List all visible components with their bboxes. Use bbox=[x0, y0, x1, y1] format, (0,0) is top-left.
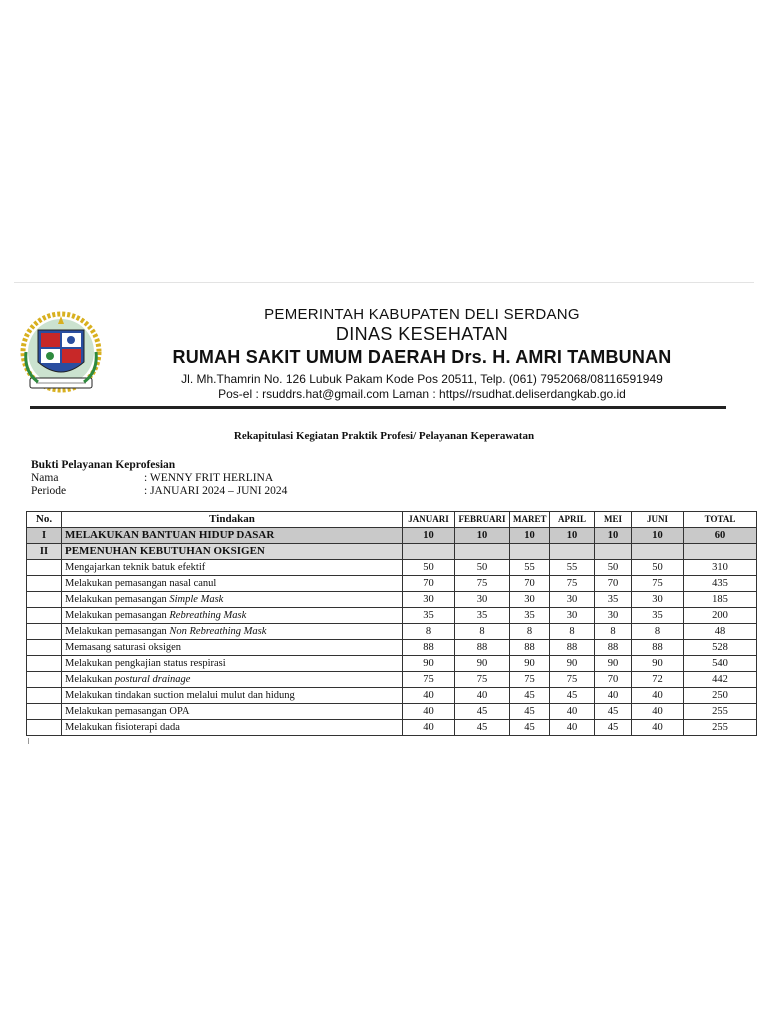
cell-total: 48 bbox=[684, 624, 757, 640]
cell-value: 75 bbox=[455, 672, 510, 688]
cell-value: 88 bbox=[510, 640, 550, 656]
table-row bbox=[27, 704, 757, 720]
cell-value: 88 bbox=[550, 640, 595, 656]
activity-text: Melakukan bbox=[65, 674, 115, 685]
cell-value: 40 bbox=[632, 688, 684, 704]
cell-value: 10 bbox=[455, 528, 510, 544]
table-row bbox=[27, 672, 757, 688]
group-label: PEMENUHAN KEBUTUHAN OKSIGEN bbox=[62, 544, 403, 560]
cell-value: 45 bbox=[510, 688, 550, 704]
name-label: Nama bbox=[31, 472, 59, 484]
government-name: PEMERINTAH KABUPATEN DELI SERDANG bbox=[264, 306, 580, 323]
cell-value: 45 bbox=[595, 704, 632, 720]
cell-value: 90 bbox=[455, 656, 510, 672]
cell-value: 30 bbox=[550, 592, 595, 608]
cell-value: 35 bbox=[510, 608, 550, 624]
row-activity bbox=[62, 688, 403, 704]
cell-value: 10 bbox=[510, 528, 550, 544]
header-april: APRIL bbox=[550, 512, 595, 528]
cell-total: 255 bbox=[684, 720, 757, 736]
cell-value: 90 bbox=[510, 656, 550, 672]
table-row bbox=[27, 688, 757, 704]
cell-value: 75 bbox=[455, 576, 510, 592]
activity-term: Simple Mask bbox=[169, 594, 224, 605]
letterhead bbox=[112, 300, 732, 401]
cell-value: 40 bbox=[550, 720, 595, 736]
group-row-bhd bbox=[27, 528, 757, 544]
table-row bbox=[27, 624, 757, 640]
activity-text: Melakukan pengkajian status respirasi bbox=[65, 658, 226, 669]
cell-value: 8 bbox=[455, 624, 510, 640]
table-row bbox=[27, 656, 757, 672]
cell-value: 30 bbox=[632, 592, 684, 608]
cell-value: 88 bbox=[403, 640, 455, 656]
cell-value: 55 bbox=[550, 560, 595, 576]
cell-value: 45 bbox=[550, 688, 595, 704]
table-row bbox=[27, 576, 757, 592]
cell-value: 40 bbox=[595, 688, 632, 704]
cell-value: 72 bbox=[632, 672, 684, 688]
cell-value: 45 bbox=[455, 704, 510, 720]
activity-term: Rebreathing Mask bbox=[169, 610, 247, 621]
table-header-row bbox=[27, 512, 757, 528]
cell-value: 10 bbox=[403, 528, 455, 544]
cell-value: 40 bbox=[403, 720, 455, 736]
activity-term: postural drainage bbox=[114, 674, 191, 685]
cell-value: 40 bbox=[455, 688, 510, 704]
cell-value: 10 bbox=[632, 528, 684, 544]
cell-total: 435 bbox=[684, 576, 757, 592]
cell-value: 88 bbox=[595, 640, 632, 656]
cell-value: 8 bbox=[632, 624, 684, 640]
activity-text: Melakukan fisioterapi dada bbox=[65, 722, 180, 733]
header-juni: JUNI bbox=[632, 512, 684, 528]
row-activity bbox=[62, 704, 403, 720]
header-total: TOTAL bbox=[684, 512, 757, 528]
cell-value: 45 bbox=[455, 720, 510, 736]
table-row bbox=[27, 720, 757, 736]
agency-name: DINAS KESEHATAN bbox=[335, 324, 509, 344]
period-row bbox=[31, 485, 287, 498]
page-top-edge bbox=[14, 282, 754, 283]
header-februari: FEBRUARI bbox=[455, 512, 510, 528]
activity-text: Melakukan pemasangan bbox=[65, 594, 170, 605]
cell-value: 40 bbox=[632, 704, 684, 720]
table-row bbox=[27, 560, 757, 576]
identity-block bbox=[31, 459, 287, 498]
cell-total: 442 bbox=[684, 672, 757, 688]
cell-value: 10 bbox=[595, 528, 632, 544]
header-maret: MARET bbox=[510, 512, 550, 528]
cell-total: 185 bbox=[684, 592, 757, 608]
name-row bbox=[31, 472, 287, 485]
cell-value: 8 bbox=[595, 624, 632, 640]
header-no: No. bbox=[27, 512, 62, 528]
cell-value: 30 bbox=[403, 592, 455, 608]
cell-value: 90 bbox=[550, 656, 595, 672]
cell-value: 45 bbox=[510, 704, 550, 720]
row-no bbox=[27, 608, 62, 624]
row-activity bbox=[62, 720, 403, 736]
row-no bbox=[27, 656, 62, 672]
cell-value: 30 bbox=[455, 592, 510, 608]
cell-total: 540 bbox=[684, 656, 757, 672]
cell-value: 35 bbox=[455, 608, 510, 624]
row-no bbox=[27, 576, 62, 592]
cell-value: 35 bbox=[632, 608, 684, 624]
row-no bbox=[27, 592, 62, 608]
activity-text: Melakukan pemasangan OPA bbox=[65, 706, 190, 717]
group-no: I bbox=[27, 528, 62, 544]
row-activity bbox=[62, 624, 403, 640]
cell-value: 70 bbox=[403, 576, 455, 592]
table-row bbox=[27, 592, 757, 608]
group-label: MELAKUKAN BANTUAN HIDUP DASAR bbox=[62, 528, 403, 544]
cell-total: 528 bbox=[684, 640, 757, 656]
cell-total: 200 bbox=[684, 608, 757, 624]
cell-value: 50 bbox=[595, 560, 632, 576]
cell-value: 70 bbox=[510, 576, 550, 592]
cell-value: 8 bbox=[550, 624, 595, 640]
activity-text: Melakukan pemasangan bbox=[65, 626, 170, 637]
row-activity bbox=[62, 656, 403, 672]
cell-value: 40 bbox=[632, 720, 684, 736]
activity-text: Melakukan tindakan suction melalui mulut dan hidung bbox=[65, 690, 295, 701]
cell-total: 310 bbox=[684, 560, 757, 576]
header-januari: JANUARI bbox=[403, 512, 455, 528]
row-activity bbox=[62, 672, 403, 688]
cell-value: 88 bbox=[455, 640, 510, 656]
hospital-address: Jl. Mh.Thamrin No. 126 Lubuk Pakam Kode Pos 20511, Telp. (061) 7952068/08116591949 bbox=[181, 372, 663, 386]
cell-value: 75 bbox=[510, 672, 550, 688]
cell-value: 30 bbox=[510, 592, 550, 608]
cell-value: 50 bbox=[403, 560, 455, 576]
cell-value: 8 bbox=[403, 624, 455, 640]
cell-value: 50 bbox=[632, 560, 684, 576]
cell-value: 30 bbox=[550, 608, 595, 624]
header-tindakan: Tindakan bbox=[62, 512, 403, 528]
cell-total: 60 bbox=[684, 528, 757, 544]
row-no bbox=[27, 624, 62, 640]
cell-value: 75 bbox=[550, 576, 595, 592]
recap-table bbox=[26, 511, 757, 736]
letterhead-rule bbox=[30, 406, 726, 409]
period-label: Periode bbox=[31, 485, 67, 497]
document-title: Rekapitulasi Kegiatan Praktik Profesi/ Pelayanan Keperawatan bbox=[233, 430, 535, 442]
cell-value: 10 bbox=[550, 528, 595, 544]
group-row-oksigen bbox=[27, 544, 757, 560]
cell-value: 70 bbox=[595, 576, 632, 592]
cell-value: 35 bbox=[403, 608, 455, 624]
cell-value: 40 bbox=[550, 704, 595, 720]
cell-value: 40 bbox=[403, 688, 455, 704]
row-no bbox=[27, 688, 62, 704]
row-activity bbox=[62, 640, 403, 656]
cell-value: 90 bbox=[595, 656, 632, 672]
cell-value: 45 bbox=[595, 720, 632, 736]
activity-term: Non Rebreathing Mask bbox=[169, 626, 267, 637]
activity-text: Memasang saturasi oksigen bbox=[65, 642, 182, 653]
deli-serdang-crest-icon bbox=[20, 308, 102, 398]
row-no bbox=[27, 560, 62, 576]
cell-value: 30 bbox=[595, 608, 632, 624]
cell-value: 55 bbox=[510, 560, 550, 576]
cell-value: 75 bbox=[632, 576, 684, 592]
name-value: : WENNY FRIT HERLINA bbox=[144, 472, 274, 484]
text-cursor bbox=[28, 738, 29, 744]
row-no bbox=[27, 720, 62, 736]
cell-value: 50 bbox=[455, 560, 510, 576]
period-value: : JANUARI 2024 – JUNI 2024 bbox=[144, 485, 288, 497]
cell-value: 40 bbox=[403, 704, 455, 720]
cell-value: 90 bbox=[403, 656, 455, 672]
hospital-name: RUMAH SAKIT UMUM DAERAH Drs. H. AMRI TAMBUNAN bbox=[172, 347, 672, 367]
row-activity bbox=[62, 576, 403, 592]
cell-value: 75 bbox=[403, 672, 455, 688]
row-activity bbox=[62, 608, 403, 624]
row-no bbox=[27, 640, 62, 656]
activity-text: Melakukan pemasangan nasal canul bbox=[65, 578, 217, 589]
header-mei: MEI bbox=[595, 512, 632, 528]
cell-value: 70 bbox=[595, 672, 632, 688]
activity-text: Melakukan pemasangan bbox=[65, 610, 170, 621]
row-no bbox=[27, 704, 62, 720]
group-no: II bbox=[27, 544, 62, 560]
table-row bbox=[27, 608, 757, 624]
hospital-contact: Pos-el : rsuddrs.hat@gmail.com Laman : https//rsudhat.deliserdangkab.go.id bbox=[218, 387, 626, 401]
cell-value: 45 bbox=[510, 720, 550, 736]
section-heading: Bukti Pelayanan Keprofesian bbox=[31, 459, 176, 471]
row-no bbox=[27, 672, 62, 688]
cell-value: 75 bbox=[550, 672, 595, 688]
cell-total: 250 bbox=[684, 688, 757, 704]
cell-value: 90 bbox=[632, 656, 684, 672]
row-activity bbox=[62, 560, 403, 576]
activity-text: Mengajarkan teknik batuk efektif bbox=[65, 562, 206, 573]
cell-value: 35 bbox=[595, 592, 632, 608]
row-activity bbox=[62, 592, 403, 608]
cell-value: 8 bbox=[510, 624, 550, 640]
cell-total: 255 bbox=[684, 704, 757, 720]
table-row bbox=[27, 640, 757, 656]
cell-value: 88 bbox=[632, 640, 684, 656]
